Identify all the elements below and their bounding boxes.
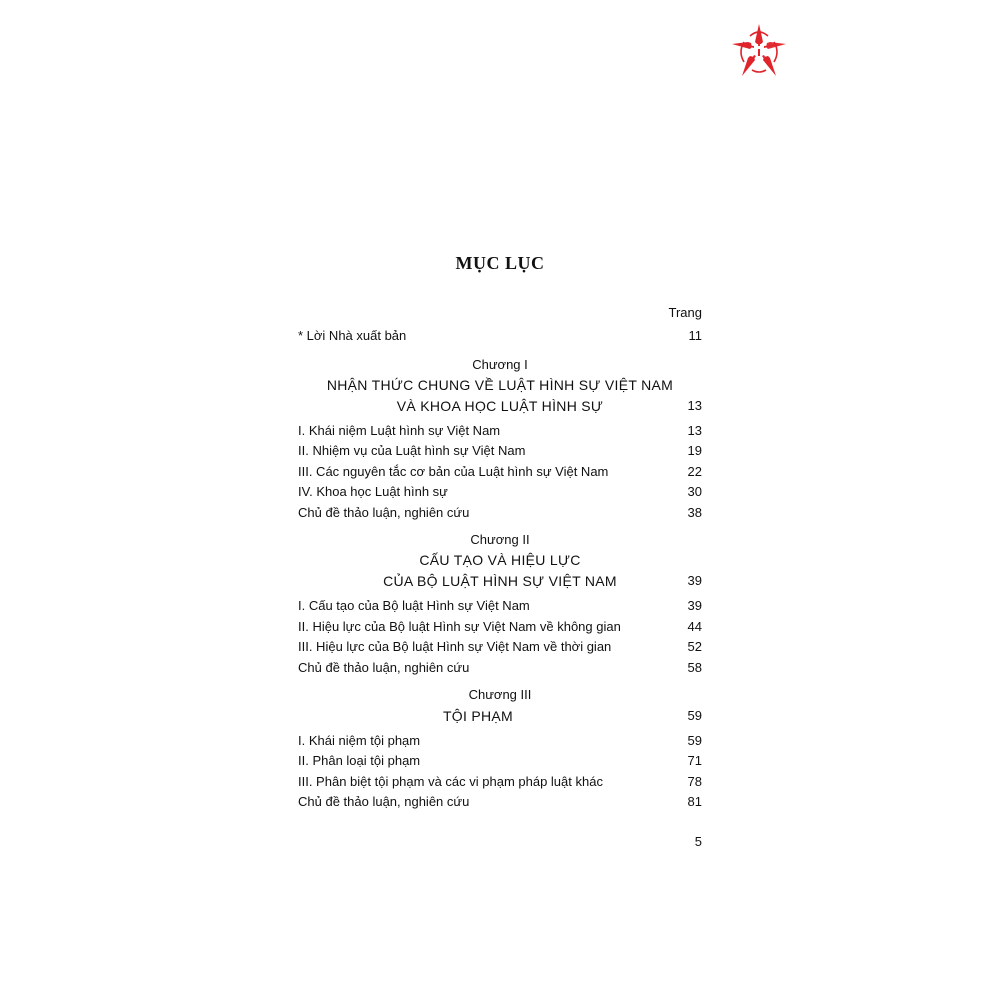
toc-entry-preface bbox=[298, 327, 702, 345]
toc-entry-label: III. Phân biệt tội phạm và các vi phạm pháp luật khác bbox=[298, 774, 603, 789]
toc-entry bbox=[298, 618, 702, 636]
toc-entry bbox=[298, 504, 702, 522]
chapter-title-line: TỘI PHẠM bbox=[442, 708, 514, 724]
toc-entry bbox=[298, 793, 702, 811]
toc-entry-label: I. Khái niệm tội phạm bbox=[298, 733, 421, 748]
toc-entry bbox=[298, 638, 702, 656]
toc-entry-page: 38 bbox=[687, 505, 702, 520]
chapter-heading: Chương III bbox=[468, 687, 532, 702]
toc-entry-page: 44 bbox=[687, 619, 702, 634]
toc-entry bbox=[298, 597, 702, 615]
toc-entry bbox=[298, 773, 702, 791]
toc-entry-page: 13 bbox=[687, 423, 702, 438]
toc-entry-page: 71 bbox=[687, 753, 702, 768]
publisher-logo-icon bbox=[730, 22, 788, 80]
toc-entry bbox=[298, 442, 702, 460]
toc-entry bbox=[298, 752, 702, 770]
toc-entry-page: 11 bbox=[688, 328, 702, 343]
toc-entry bbox=[298, 422, 702, 440]
toc-entry-page: 58 bbox=[687, 660, 702, 675]
chapter-title-row bbox=[298, 397, 702, 415]
toc-entry-label: III. Hiệu lực của Bộ luật Hình sự Việt Nam về thời gian bbox=[298, 639, 612, 654]
toc-entry-page: 19 bbox=[687, 443, 702, 458]
page-number: 5 bbox=[694, 834, 702, 849]
chapter-title-row bbox=[298, 572, 702, 590]
toc-entry-label: Chủ đề thảo luận, nghiên cứu bbox=[298, 660, 470, 675]
toc-entry-label: I. Khái niệm Luật hình sự Việt Nam bbox=[298, 423, 501, 438]
chapter-title-line: VÀ KHOA HỌC LUẬT HÌNH SỰ bbox=[396, 398, 604, 414]
toc-entry-page: 30 bbox=[687, 484, 702, 499]
toc-entry-label: II. Nhiệm vụ của Luật hình sự Việt Nam bbox=[298, 443, 526, 458]
toc-entry-page: 39 bbox=[687, 598, 702, 613]
page-column-header: Trang bbox=[668, 305, 702, 320]
toc-entry-label: IV. Khoa học Luật hình sự bbox=[298, 484, 448, 499]
chapter-title-row bbox=[298, 707, 702, 725]
toc-entry bbox=[298, 483, 702, 501]
toc-entry-page: 59 bbox=[687, 733, 702, 748]
page-title: MỤC LỤC bbox=[455, 253, 545, 273]
toc-entry-label: II. Hiệu lực của Bộ luật Hình sự Việt Nam về không gian bbox=[298, 619, 621, 634]
toc-entry-label: Chủ đề thảo luận, nghiên cứu bbox=[298, 505, 470, 520]
toc-entry-label: I. Cấu tạo của Bộ luật Hình sự Việt Nam bbox=[298, 598, 530, 613]
toc-entry-page: 22 bbox=[687, 464, 702, 479]
toc-entry-page: 52 bbox=[687, 639, 702, 654]
toc-entry-label: Chủ đề thảo luận, nghiên cứu bbox=[298, 794, 470, 809]
toc-entry bbox=[298, 732, 702, 750]
toc-entry-label: II. Phân loại tội phạm bbox=[298, 753, 421, 768]
toc-entry-label: III. Các nguyên tắc cơ bản của Luật hình sự Việt Nam bbox=[298, 464, 609, 479]
chapter-heading: Chương I bbox=[472, 357, 528, 372]
chapter-title-line: NHẬN THỨC CHUNG VỀ LUẬT HÌNH SỰ VIỆT NAM bbox=[326, 377, 674, 393]
chapter-title-line: CỦA BỘ LUẬT HÌNH SỰ VIỆT NAM bbox=[383, 573, 617, 589]
toc-entry bbox=[298, 659, 702, 677]
toc-entry-page: 78 bbox=[687, 774, 702, 789]
toc-entry-label: * Lời Nhà xuất bản bbox=[298, 328, 407, 343]
toc-entry-page: 13 bbox=[687, 398, 702, 413]
toc-entry bbox=[298, 463, 702, 481]
toc-entry-page: 39 bbox=[687, 573, 702, 588]
toc-entry-page: 81 bbox=[687, 794, 702, 809]
toc-entry-page: 59 bbox=[687, 708, 702, 723]
chapter-title-line: CẤU TẠO VÀ HIỆU LỰC bbox=[419, 552, 581, 568]
chapter-heading: Chương II bbox=[470, 532, 530, 547]
